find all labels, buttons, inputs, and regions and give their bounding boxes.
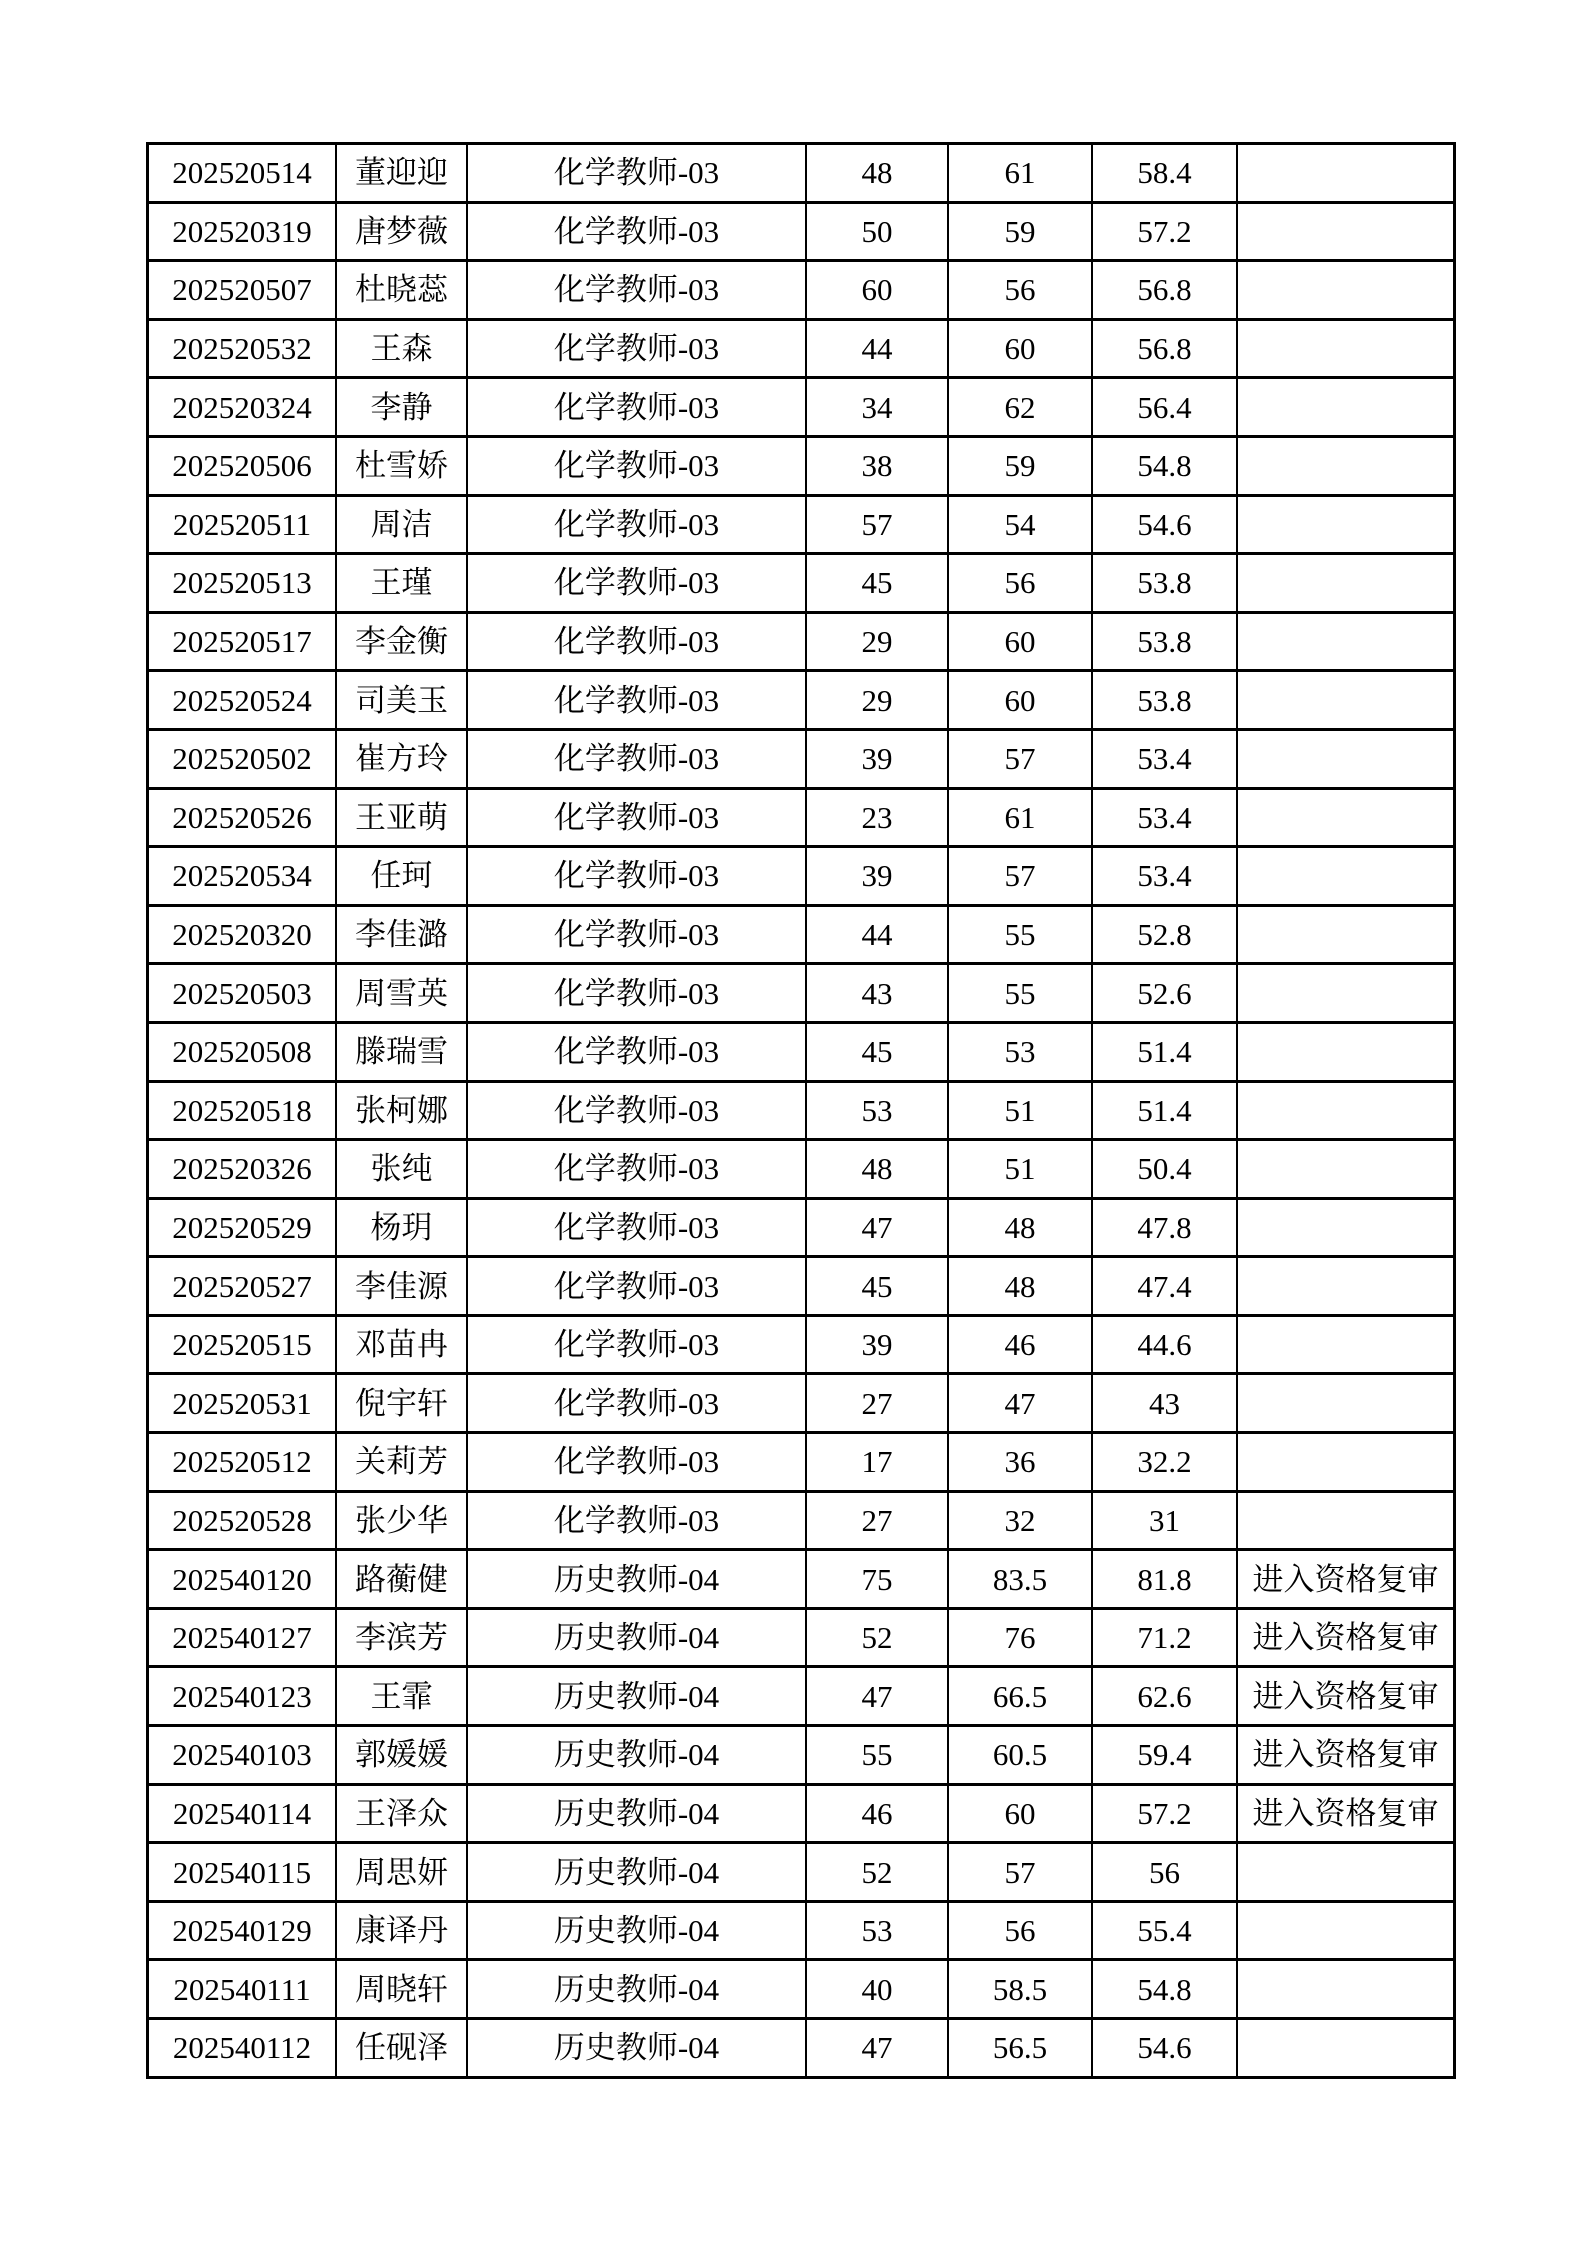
cell-position: 化学教师-03: [467, 554, 806, 613]
cell-score-2: 61: [948, 788, 1092, 847]
cell-score-2: 55: [948, 905, 1092, 964]
cell-total-score: 81.8: [1092, 1550, 1237, 1609]
cell-exam-id: 202520508: [148, 1022, 337, 1081]
cell-candidate-name: 王霏: [336, 1667, 467, 1726]
cell-position: 化学教师-03: [467, 1081, 806, 1140]
cell-total-score: 53.4: [1092, 847, 1237, 906]
table-row: [148, 1491, 1455, 1550]
cell-candidate-name: 杜雪娇: [336, 436, 467, 495]
cell-position: 历史教师-04: [467, 1901, 806, 1960]
cell-position: 历史教师-04: [467, 1960, 806, 2019]
cell-score-1: 53: [806, 1081, 948, 1140]
table-row: [148, 202, 1455, 261]
cell-remark: [1237, 2019, 1455, 2078]
table-row: [148, 554, 1455, 613]
cell-score-1: 60: [806, 261, 948, 320]
cell-score-2: 60: [948, 319, 1092, 378]
cell-score-1: 39: [806, 1315, 948, 1374]
cell-candidate-name: 任砚泽: [336, 2019, 467, 2078]
cell-score-2: 47: [948, 1374, 1092, 1433]
cell-candidate-name: 周雪英: [336, 964, 467, 1023]
cell-position: 化学教师-03: [467, 144, 806, 203]
cell-exam-id: 202520319: [148, 202, 337, 261]
cell-total-score: 54.6: [1092, 495, 1237, 554]
cell-candidate-name: 司美玉: [336, 671, 467, 730]
cell-score-2: 62: [948, 378, 1092, 437]
table-row: [148, 378, 1455, 437]
cell-position: 化学教师-03: [467, 495, 806, 554]
cell-exam-id: 202520514: [148, 144, 337, 203]
cell-remark: [1237, 1843, 1455, 1902]
table-row: [148, 1901, 1455, 1960]
cell-exam-id: 202540120: [148, 1550, 337, 1609]
table-row: [148, 905, 1455, 964]
table-row: [148, 261, 1455, 320]
cell-exam-id: 202520534: [148, 847, 337, 906]
cell-exam-id: 202520324: [148, 378, 337, 437]
cell-position: 化学教师-03: [467, 1315, 806, 1374]
cell-position: 化学教师-03: [467, 1374, 806, 1433]
cell-exam-id: 202520526: [148, 788, 337, 847]
cell-exam-id: 202540111: [148, 1960, 337, 2019]
table-row: [148, 319, 1455, 378]
cell-total-score: 56.8: [1092, 319, 1237, 378]
cell-position: 化学教师-03: [467, 1022, 806, 1081]
cell-remark: [1237, 729, 1455, 788]
cell-position: 化学教师-03: [467, 847, 806, 906]
cell-exam-id: 202520515: [148, 1315, 337, 1374]
cell-score-1: 45: [806, 1022, 948, 1081]
cell-score-1: 47: [806, 2019, 948, 2078]
cell-score-1: 40: [806, 1960, 948, 2019]
cell-candidate-name: 郭媛媛: [336, 1726, 467, 1785]
cell-score-1: 44: [806, 319, 948, 378]
cell-score-1: 48: [806, 1140, 948, 1199]
cell-score-2: 53: [948, 1022, 1092, 1081]
cell-total-score: 58.4: [1092, 144, 1237, 203]
cell-score-1: 52: [806, 1843, 948, 1902]
cell-score-2: 60.5: [948, 1726, 1092, 1785]
cell-score-2: 57: [948, 1843, 1092, 1902]
table-row: [148, 2019, 1455, 2078]
table-row: [148, 1433, 1455, 1492]
cell-score-1: 55: [806, 1726, 948, 1785]
cell-remark: [1237, 495, 1455, 554]
cell-position: 化学教师-03: [467, 905, 806, 964]
cell-total-score: 52.8: [1092, 905, 1237, 964]
cell-remark: [1237, 554, 1455, 613]
cell-remark: [1237, 671, 1455, 730]
cell-score-1: 29: [806, 671, 948, 730]
cell-exam-id: 202520511: [148, 495, 337, 554]
cell-score-1: 34: [806, 378, 948, 437]
cell-total-score: 53.8: [1092, 612, 1237, 671]
cell-score-1: 50: [806, 202, 948, 261]
cell-exam-id: 202520326: [148, 1140, 337, 1199]
cell-remark: [1237, 378, 1455, 437]
cell-position: 化学教师-03: [467, 1198, 806, 1257]
cell-position: 化学教师-03: [467, 1491, 806, 1550]
cell-candidate-name: 任珂: [336, 847, 467, 906]
cell-total-score: 50.4: [1092, 1140, 1237, 1199]
cell-candidate-name: 周洁: [336, 495, 467, 554]
table-row: [148, 1315, 1455, 1374]
cell-exam-id: 202540103: [148, 1726, 337, 1785]
cell-total-score: 43: [1092, 1374, 1237, 1433]
cell-score-1: 43: [806, 964, 948, 1023]
cell-score-2: 32: [948, 1491, 1092, 1550]
cell-exam-id: 202520512: [148, 1433, 337, 1492]
table-row: [148, 1960, 1455, 2019]
cell-total-score: 56.8: [1092, 261, 1237, 320]
cell-total-score: 71.2: [1092, 1608, 1237, 1667]
cell-candidate-name: 王瑾: [336, 554, 467, 613]
cell-total-score: 57.2: [1092, 1784, 1237, 1843]
cell-remark: [1237, 964, 1455, 1023]
table-row: [148, 1843, 1455, 1902]
cell-score-2: 57: [948, 847, 1092, 906]
cell-exam-id: 202520528: [148, 1491, 337, 1550]
cell-exam-id: 202520507: [148, 261, 337, 320]
cell-candidate-name: 王亚萌: [336, 788, 467, 847]
cell-remark: 进入资格复审: [1237, 1726, 1455, 1785]
cell-total-score: 57.2: [1092, 202, 1237, 261]
cell-remark: [1237, 1081, 1455, 1140]
cell-position: 化学教师-03: [467, 319, 806, 378]
cell-score-1: 47: [806, 1198, 948, 1257]
table-row: [148, 1198, 1455, 1257]
cell-remark: [1237, 1960, 1455, 2019]
cell-position: 化学教师-03: [467, 261, 806, 320]
table-row: [148, 1784, 1455, 1843]
cell-total-score: 52.6: [1092, 964, 1237, 1023]
cell-exam-id: 202520532: [148, 319, 337, 378]
cell-position: 化学教师-03: [467, 436, 806, 495]
cell-score-1: 39: [806, 847, 948, 906]
cell-score-1: 47: [806, 1667, 948, 1726]
table-row: [148, 1667, 1455, 1726]
table-row: [148, 1022, 1455, 1081]
cell-candidate-name: 李滨芳: [336, 1608, 467, 1667]
cell-candidate-name: 杜晓蕊: [336, 261, 467, 320]
table-row: [148, 1726, 1455, 1785]
cell-candidate-name: 周晓轩: [336, 1960, 467, 2019]
cell-remark: [1237, 261, 1455, 320]
table-row: [148, 729, 1455, 788]
cell-total-score: 54.6: [1092, 2019, 1237, 2078]
cell-exam-id: 202520502: [148, 729, 337, 788]
cell-candidate-name: 李佳潞: [336, 905, 467, 964]
cell-candidate-name: 杨玥: [336, 1198, 467, 1257]
cell-score-2: 76: [948, 1608, 1092, 1667]
cell-remark: [1237, 847, 1455, 906]
cell-position: 化学教师-03: [467, 964, 806, 1023]
cell-remark: [1237, 1433, 1455, 1492]
cell-candidate-name: 李静: [336, 378, 467, 437]
cell-remark: [1237, 1022, 1455, 1081]
cell-remark: [1237, 1374, 1455, 1433]
score-table: [146, 142, 1456, 2079]
cell-total-score: 62.6: [1092, 1667, 1237, 1726]
cell-total-score: 53.8: [1092, 554, 1237, 613]
cell-score-2: 56: [948, 554, 1092, 613]
cell-score-1: 17: [806, 1433, 948, 1492]
cell-candidate-name: 倪宇轩: [336, 1374, 467, 1433]
cell-score-1: 57: [806, 495, 948, 554]
cell-total-score: 56: [1092, 1843, 1237, 1902]
cell-position: 历史教师-04: [467, 1667, 806, 1726]
cell-position: 化学教师-03: [467, 1140, 806, 1199]
table-row: [148, 1374, 1455, 1433]
cell-total-score: 32.2: [1092, 1433, 1237, 1492]
cell-score-2: 51: [948, 1140, 1092, 1199]
cell-exam-id: 202520518: [148, 1081, 337, 1140]
cell-exam-id: 202520531: [148, 1374, 337, 1433]
cell-total-score: 53.8: [1092, 671, 1237, 730]
cell-remark: [1237, 612, 1455, 671]
cell-remark: [1237, 1491, 1455, 1550]
cell-total-score: 59.4: [1092, 1726, 1237, 1785]
cell-exam-id: 202540112: [148, 2019, 337, 2078]
cell-candidate-name: 王泽众: [336, 1784, 467, 1843]
cell-total-score: 44.6: [1092, 1315, 1237, 1374]
cell-remark: [1237, 1198, 1455, 1257]
cell-score-2: 55: [948, 964, 1092, 1023]
cell-candidate-name: 张纯: [336, 1140, 467, 1199]
cell-remark: 进入资格复审: [1237, 1550, 1455, 1609]
cell-candidate-name: 李佳源: [336, 1257, 467, 1316]
cell-score-2: 58.5: [948, 1960, 1092, 2019]
cell-score-1: 29: [806, 612, 948, 671]
cell-score-2: 48: [948, 1257, 1092, 1316]
table-row: [148, 847, 1455, 906]
cell-exam-id: 202540127: [148, 1608, 337, 1667]
cell-candidate-name: 康译丹: [336, 1901, 467, 1960]
cell-exam-id: 202540129: [148, 1901, 337, 1960]
cell-score-2: 36: [948, 1433, 1092, 1492]
cell-exam-id: 202520524: [148, 671, 337, 730]
cell-score-1: 45: [806, 554, 948, 613]
cell-score-1: 39: [806, 729, 948, 788]
cell-score-2: 66.5: [948, 1667, 1092, 1726]
cell-remark: 进入资格复审: [1237, 1784, 1455, 1843]
cell-position: 化学教师-03: [467, 729, 806, 788]
cell-score-1: 27: [806, 1491, 948, 1550]
cell-score-1: 27: [806, 1374, 948, 1433]
cell-score-2: 59: [948, 202, 1092, 261]
cell-remark: [1237, 202, 1455, 261]
cell-total-score: 51.4: [1092, 1022, 1237, 1081]
cell-exam-id: 202520506: [148, 436, 337, 495]
cell-score-2: 56.5: [948, 2019, 1092, 2078]
cell-total-score: 53.4: [1092, 729, 1237, 788]
cell-score-1: 23: [806, 788, 948, 847]
cell-candidate-name: 邓苗冉: [336, 1315, 467, 1374]
cell-remark: [1237, 1315, 1455, 1374]
cell-remark: [1237, 319, 1455, 378]
cell-exam-id: 202520529: [148, 1198, 337, 1257]
cell-score-2: 60: [948, 612, 1092, 671]
cell-total-score: 54.8: [1092, 436, 1237, 495]
cell-position: 历史教师-04: [467, 1843, 806, 1902]
cell-position: 化学教师-03: [467, 671, 806, 730]
cell-score-1: 53: [806, 1901, 948, 1960]
cell-score-1: 38: [806, 436, 948, 495]
cell-score-2: 56: [948, 261, 1092, 320]
cell-remark: [1237, 1140, 1455, 1199]
cell-remark: [1237, 905, 1455, 964]
cell-remark: 进入资格复审: [1237, 1667, 1455, 1726]
cell-remark: [1237, 788, 1455, 847]
table-row: [148, 1257, 1455, 1316]
cell-remark: [1237, 1257, 1455, 1316]
cell-score-2: 48: [948, 1198, 1092, 1257]
cell-candidate-name: 王森: [336, 319, 467, 378]
cell-position: 化学教师-03: [467, 1433, 806, 1492]
cell-total-score: 53.4: [1092, 788, 1237, 847]
cell-score-2: 51: [948, 1081, 1092, 1140]
cell-position: 化学教师-03: [467, 788, 806, 847]
cell-exam-id: 202520527: [148, 1257, 337, 1316]
cell-score-2: 46: [948, 1315, 1092, 1374]
table-row: [148, 1550, 1455, 1609]
cell-candidate-name: 崔方玲: [336, 729, 467, 788]
table-row: [148, 1081, 1455, 1140]
cell-candidate-name: 关莉芳: [336, 1433, 467, 1492]
cell-total-score: 54.8: [1092, 1960, 1237, 2019]
cell-candidate-name: 路蘅健: [336, 1550, 467, 1609]
cell-score-2: 59: [948, 436, 1092, 495]
cell-score-2: 56: [948, 1901, 1092, 1960]
cell-position: 历史教师-04: [467, 1550, 806, 1609]
cell-total-score: 47.8: [1092, 1198, 1237, 1257]
cell-position: 历史教师-04: [467, 1608, 806, 1667]
cell-total-score: 51.4: [1092, 1081, 1237, 1140]
cell-candidate-name: 张少华: [336, 1491, 467, 1550]
cell-score-2: 60: [948, 671, 1092, 730]
cell-remark: [1237, 144, 1455, 203]
cell-candidate-name: 滕瑞雪: [336, 1022, 467, 1081]
cell-position: 历史教师-04: [467, 1726, 806, 1785]
cell-score-2: 60: [948, 1784, 1092, 1843]
cell-total-score: 47.4: [1092, 1257, 1237, 1316]
cell-exam-id: 202520503: [148, 964, 337, 1023]
cell-remark: [1237, 436, 1455, 495]
cell-position: 历史教师-04: [467, 1784, 806, 1843]
cell-score-1: 52: [806, 1608, 948, 1667]
cell-score-1: 48: [806, 144, 948, 203]
cell-score-2: 54: [948, 495, 1092, 554]
table-row: [148, 495, 1455, 554]
cell-position: 化学教师-03: [467, 202, 806, 261]
cell-exam-id: 202520517: [148, 612, 337, 671]
cell-score-1: 44: [806, 905, 948, 964]
cell-exam-id: 202540123: [148, 1667, 337, 1726]
cell-candidate-name: 唐梦薇: [336, 202, 467, 261]
cell-position: 化学教师-03: [467, 612, 806, 671]
cell-position: 历史教师-04: [467, 2019, 806, 2078]
cell-remark: 进入资格复审: [1237, 1608, 1455, 1667]
table-row: [148, 1140, 1455, 1199]
cell-position: 化学教师-03: [467, 1257, 806, 1316]
cell-total-score: 56.4: [1092, 378, 1237, 437]
cell-exam-id: 202520513: [148, 554, 337, 613]
cell-score-2: 57: [948, 729, 1092, 788]
cell-score-2: 83.5: [948, 1550, 1092, 1609]
table-row: [148, 788, 1455, 847]
cell-candidate-name: 董迎迎: [336, 144, 467, 203]
table-row: [148, 1608, 1455, 1667]
cell-exam-id: 202540114: [148, 1784, 337, 1843]
cell-score-2: 61: [948, 144, 1092, 203]
table-row: [148, 144, 1455, 203]
table-row: [148, 671, 1455, 730]
cell-candidate-name: 周思妍: [336, 1843, 467, 1902]
cell-candidate-name: 李金衡: [336, 612, 467, 671]
cell-candidate-name: 张柯娜: [336, 1081, 467, 1140]
table-row: [148, 964, 1455, 1023]
table-row: [148, 612, 1455, 671]
cell-exam-id: 202540115: [148, 1843, 337, 1902]
cell-score-1: 75: [806, 1550, 948, 1609]
cell-total-score: 31: [1092, 1491, 1237, 1550]
table-row: [148, 436, 1455, 495]
cell-exam-id: 202520320: [148, 905, 337, 964]
cell-total-score: 55.4: [1092, 1901, 1237, 1960]
cell-remark: [1237, 1901, 1455, 1960]
cell-score-1: 46: [806, 1784, 948, 1843]
cell-score-1: 45: [806, 1257, 948, 1316]
cell-position: 化学教师-03: [467, 378, 806, 437]
